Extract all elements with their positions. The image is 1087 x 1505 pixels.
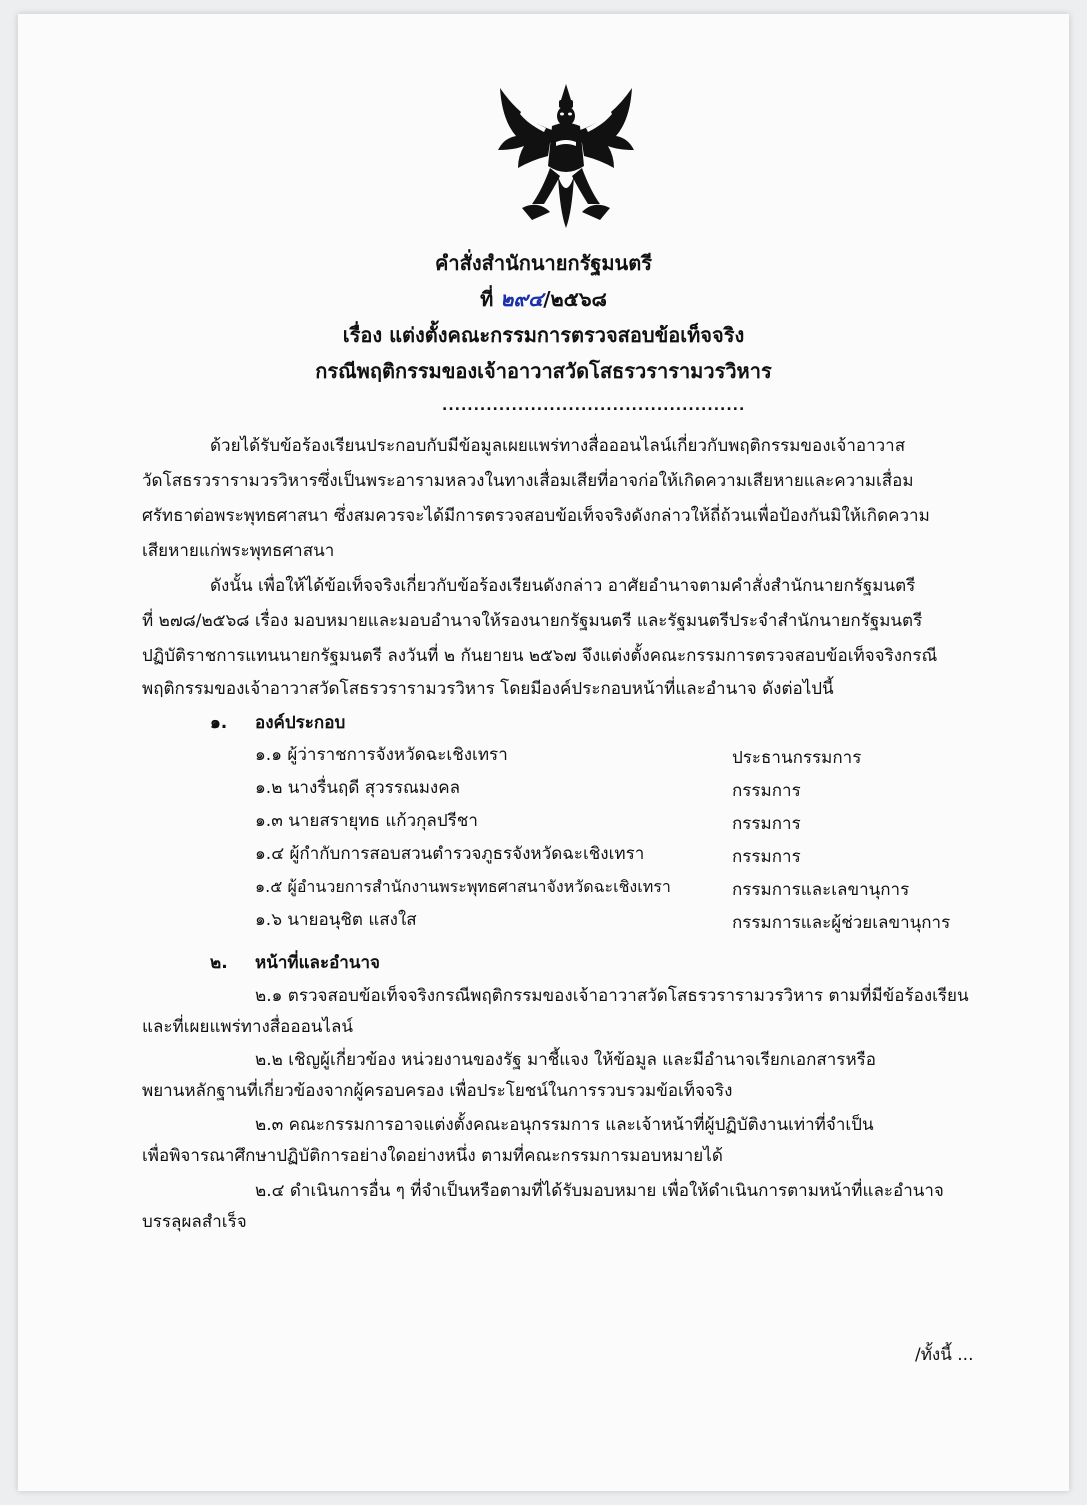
duty-line: พยานหลักฐานที่เกี่ยวข้องจากผู้ครอบครอง เพื่อประโยชน์ในการรวบรวมข้อเท็จจริง — [142, 1081, 733, 1101]
section2-heading: หน้าที่และอำนาจ — [255, 953, 380, 973]
duty-line: และที่เผยแพร่ทางสื่อออนไลน์ — [142, 1017, 354, 1037]
member-role: กรรมการ — [732, 847, 801, 867]
member-name: ๑.๓ นายสรายุทธ แก้วกุลปรีชา — [255, 811, 478, 831]
subject-line-1: เรื่อง แต่งตั้งคณะกรรมการตรวจสอบข้อเท็จจริง — [342, 323, 745, 347]
para1-line: ด้วยได้รับข้อร้องเรียนประกอบกับมีข้อมูลเผยแพร่ทางสื่อออนไลน์เกี่ยวกับพฤติกรรมของเจ้าอาวาส — [210, 436, 906, 456]
member-role: กรรมการ — [732, 781, 801, 801]
duty-line: ๒.๑ ตรวจสอบข้อเท็จจริงกรณีพฤติกรรมของเจ้าอาวาสวัดโสธรวรารามวรวิหาร ตามที่มีข้อร้องเรียน — [255, 986, 969, 1006]
duty-line: ๒.๒ เชิญผู้เกี่ยวข้อง หน่วยงานของรัฐ มาชี้แจง ให้ข้อมูล และมีอำนาจเรียกเอกสารหรือ — [255, 1050, 876, 1070]
section1-heading: องค์ประกอบ — [255, 713, 346, 733]
duty-line: บรรลุผลสำเร็จ — [142, 1212, 247, 1232]
para2-line: ที่ ๒๗๘/๒๕๖๘ เรื่อง มอบหมายและมอบอำนาจให้รองนายกรัฐมนตรี และรัฐมนตรีประจำสำนักนายกรัฐมนตรี — [142, 611, 923, 631]
member-role: กรรมการและผู้ช่วยเลขานุการ — [732, 913, 951, 933]
document-page — [18, 14, 1069, 1491]
para1-line: เสียหายแก่พระพุทธศาสนา — [142, 541, 335, 561]
member-name: ๑.๒ นางรื่นฤดี สุวรรณมงคล — [255, 778, 461, 798]
subject-line-2: กรณีพฤติกรรมของเจ้าอาวาสวัดโสธรวรารามวรวิหาร — [315, 359, 772, 383]
member-role: กรรมการ — [732, 814, 801, 834]
order-number — [0, 283, 1087, 315]
order-prefix: ที่ — [480, 287, 494, 311]
garuda-emblem-icon — [492, 80, 640, 232]
title-divider: ................................................ — [442, 398, 746, 414]
member-name: ๑.๑ ผู้ว่าราชการจังหวัดฉะเชิงเทรา — [255, 745, 508, 765]
para2-line: ปฏิบัติราชการแทนนายกรัฐมนตรี ลงวันที่ ๒ กันยายน ๒๕๖๗ จึงแต่งตั้งคณะกรรมการตรวจสอบข้อเท็จจริงกรณี — [142, 646, 938, 666]
order-number-handwritten: ๒๙๔ — [500, 287, 544, 311]
order-title: คำสั่งสำนักนายกรัฐมนตรี — [435, 251, 652, 275]
member-role: กรรมการและเลขานุการ — [732, 880, 910, 900]
duty-line: ๒.๓ คณะกรรมการอาจแต่งตั้งคณะอนุกรรมการ และเจ้าหน้าที่ผู้ปฏิบัติงานเท่าที่จำเป็น — [255, 1115, 874, 1135]
order-year: /๒๕๖๘ — [543, 287, 607, 311]
member-name: ๑.๕ ผู้อำนวยการสำนักงานพระพุทธศาสนาจังหวัดฉะเชิงเทรา — [255, 877, 671, 896]
section2-number: ๒. — [210, 953, 228, 973]
section1-number: ๑. — [210, 713, 228, 733]
member-role: ประธานกรรมการ — [732, 748, 862, 768]
para1-line: วัดโสธรวรารามวรวิหารซึ่งเป็นพระอารามหลวงในทางเสื่อมเสียที่อาจก่อให้เกิดความเสียหายและความเสื่อม — [142, 471, 914, 491]
duty-line: ๒.๔ ดำเนินการอื่น ๆ ที่จำเป็นหรือตามที่ได้รับมอบหมาย เพื่อให้ดำเนินการตามหน้าที่และอำนาจ — [255, 1181, 944, 1201]
member-name: ๑.๔ ผู้กำกับการสอบสวนตำรวจภูธรจังหวัดฉะเชิงเทรา — [255, 844, 645, 864]
para1-line: ศรัทธาต่อพระพุทธศาสนา ซึ่งสมควรจะได้มีการตรวจสอบข้อเท็จจริงดังกล่าวให้ถี่ถ้วนเพื่อป้องกันมิให้เกิดความ — [142, 506, 930, 526]
member-name: ๑.๖ นายอนุชิต แสงใส — [255, 910, 417, 930]
para2-line: ดังนั้น เพื่อให้ได้ข้อเท็จจริงเกี่ยวกับข้อร้องเรียนดังกล่าว อาศัยอำนาจตามคำสั่งสำนักนายกรัฐมนตรี — [210, 576, 916, 596]
para2-line: พฤติกรรมของเจ้าอาวาสวัดโสธรวรารามวรวิหาร โดยมีองค์ประกอบหน้าที่และอำนาจ ดังต่อไปนี้ — [142, 679, 834, 699]
duty-line: เพื่อพิจารณาศึกษาปฏิบัติการอย่างใดอย่างหนึ่ง ตามที่คณะกรรมการมอบหมายได้ — [142, 1146, 723, 1166]
continued-marker: /ทั้งนี้ ... — [915, 1345, 974, 1365]
